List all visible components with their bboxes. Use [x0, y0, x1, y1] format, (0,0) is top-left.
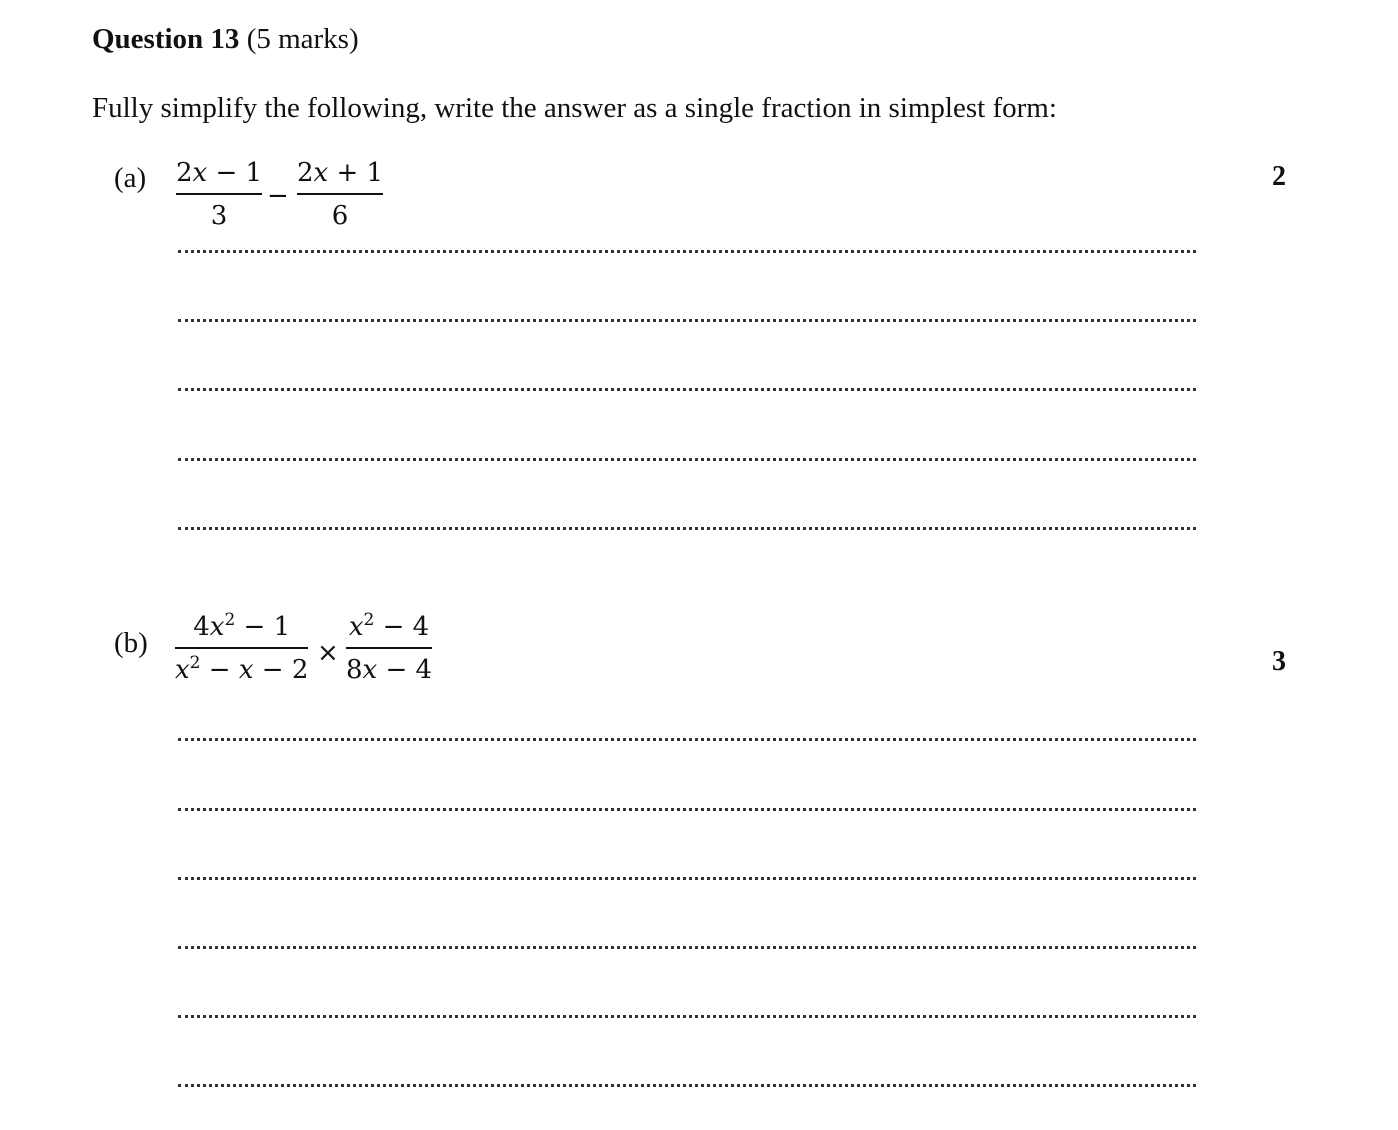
part-b-fraction-2 [346, 612, 432, 685]
part-a-fraction-1-numerator: 2x − 1 [176, 158, 263, 188]
part-a-marks: 2 [1272, 161, 1286, 192]
answer-line[interactable] [178, 388, 1196, 391]
part-a-operator: − [267, 181, 289, 211]
part-a-fraction-1 [176, 158, 262, 231]
part-b-fraction-1-numerator: $4x^2 - 1$ [193, 610, 291, 642]
answer-line[interactable] [178, 1084, 1196, 1087]
question-instruction: Fully simplify the following, write the answer as a single fraction in simplest form: [92, 92, 1057, 124]
answer-line[interactable] [178, 738, 1196, 741]
part-a-fraction-2 [297, 158, 383, 231]
answer-line[interactable] [178, 458, 1196, 461]
part-b-fraction-2-denominator: 8x − 4 [346, 655, 433, 685]
part-b-marks: 3 [1272, 646, 1286, 677]
answer-line[interactable] [178, 527, 1196, 530]
answer-line[interactable] [178, 250, 1196, 253]
answer-line[interactable] [178, 1015, 1196, 1018]
fraction-bar [176, 193, 262, 195]
part-a-fraction-1-denominator: 3 [210, 201, 228, 231]
answer-line[interactable] [178, 946, 1196, 949]
part-a-fraction-2-numerator: 2x + 1 [297, 158, 384, 188]
part-b-fraction-1 [175, 612, 308, 685]
part-b-fraction-1-denominator: $x^2 - x - 2$ [175, 653, 309, 685]
part-b-operator: × [317, 638, 339, 668]
part-a-label: (a) [114, 162, 147, 194]
part-a-fraction-2-denominator: 6 [331, 201, 349, 231]
fraction-bar [297, 193, 383, 195]
question-total-marks: (5 marks) [246, 23, 359, 55]
fraction-bar [346, 647, 432, 649]
question-number: Question 13 [92, 23, 240, 55]
answer-line[interactable] [178, 877, 1196, 880]
answer-line[interactable] [178, 319, 1196, 322]
answer-line[interactable] [178, 808, 1196, 811]
question-heading [92, 22, 359, 56]
part-b-fraction-2-numerator: $x^2 - 4$ [348, 610, 430, 642]
fraction-bar [175, 647, 308, 649]
part-b-label: (b) [114, 627, 148, 659]
